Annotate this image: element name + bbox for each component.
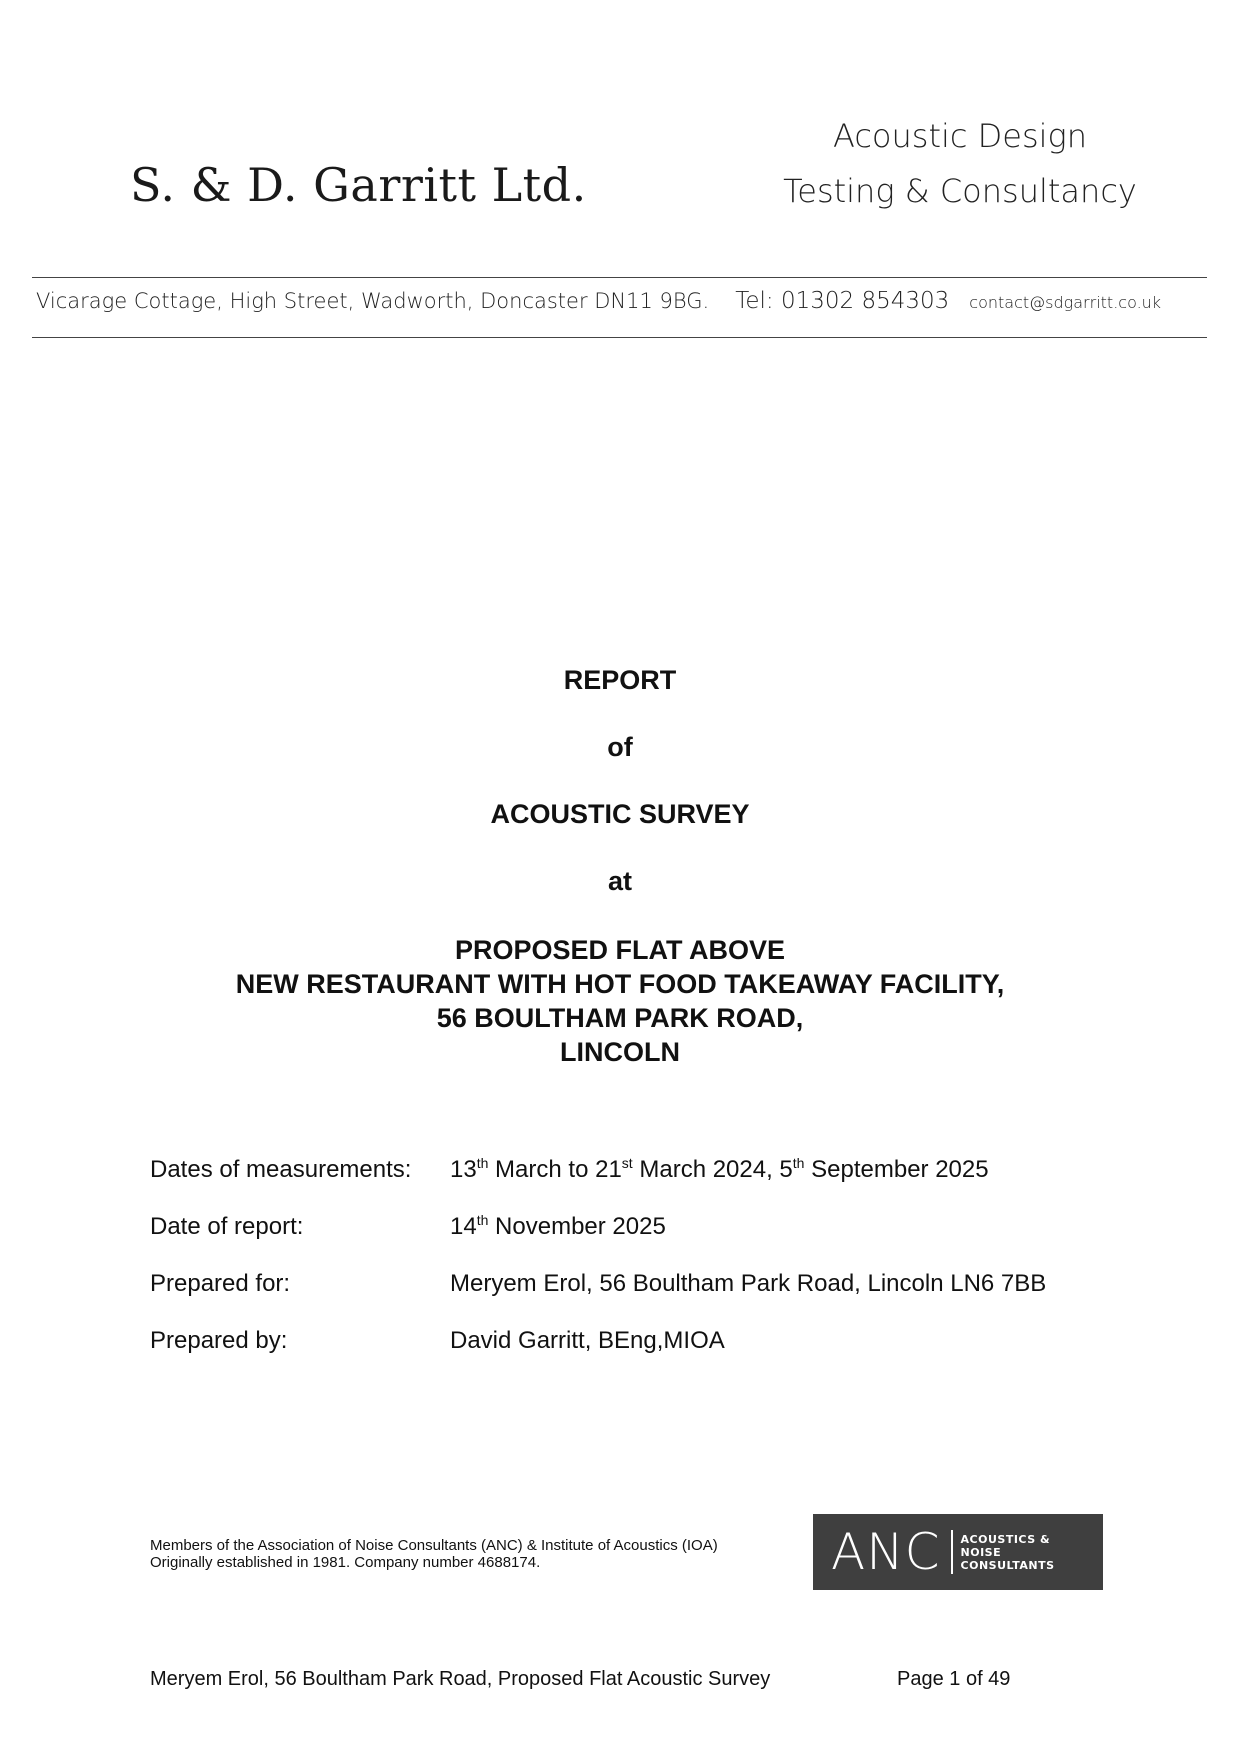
report-date-label: Date of report: — [150, 1213, 304, 1240]
measurements-label: Dates of measurements: — [150, 1156, 412, 1183]
prepared-by-label: Prepared by: — [150, 1327, 288, 1354]
prepared-by: David Garritt, BEng,MIOA — [450, 1327, 725, 1354]
detail-row-report-date — [150, 1213, 1150, 1270]
anc-logo-letters: ANC — [831, 1523, 941, 1581]
detail-row-measurements — [150, 1156, 1150, 1213]
title-address-line: 56 BOULTHAM PARK ROAD, — [436, 1003, 804, 1033]
title-of: of — [607, 732, 633, 762]
title-address-line: PROPOSED FLAT ABOVE — [454, 935, 786, 965]
membership-line: Members of the Association of Noise Consultants (ANC) & Institute of Acoustics (IOA) — [150, 1537, 718, 1554]
tagline-testing-consultancy: Testing & Consultancy — [783, 172, 1137, 210]
header-bottom-rule — [32, 337, 1207, 338]
company-address: Vicarage Cottage, High Street, Wadworth, Doncaster DN11 9BG. — [36, 289, 710, 313]
header-top-rule — [32, 277, 1207, 278]
tagline-acoustic-design: Acoustic Design — [832, 117, 1088, 155]
report-date: 14th November 2025 — [450, 1212, 666, 1240]
title-report: REPORT — [563, 665, 677, 695]
prepared-for-label: Prepared for: — [150, 1270, 291, 1297]
anc-logo-divider — [951, 1530, 953, 1574]
anc-logo — [813, 1514, 1103, 1590]
membership-statement — [150, 1537, 800, 1571]
title-address-line: LINCOLN — [560, 1037, 680, 1067]
anc-logo-subtitle: ACOUSTICS & NOISE CONSULTANTS — [960, 1532, 1055, 1572]
title-at: at — [607, 866, 632, 896]
detail-row-prepared-by — [150, 1327, 1150, 1384]
report-details — [150, 1156, 1150, 1384]
title-acoustic-survey: ACOUSTIC SURVEY — [490, 799, 750, 829]
prepared-for: Meryem Erol, 56 Boultham Park Road, Lincoln LN6 7BB — [450, 1270, 1047, 1297]
title-site-address — [0, 933, 1240, 1069]
company-telephone: Tel: 01302 854303 — [735, 288, 950, 314]
title-address-line: NEW RESTAURANT WITH HOT FOOD TAKEAWAY FACILITY, — [235, 969, 1005, 999]
contact-line — [36, 288, 1206, 324]
footer-page-number: Page 1 of 49 — [897, 1668, 1011, 1690]
footer-document-title: Meryem Erol, 56 Boultham Park Road, Proposed Flat Acoustic Survey — [150, 1668, 771, 1690]
company-name: S. & D. Garritt Ltd. — [130, 158, 587, 212]
company-info-line: Originally established in 1981. Company number 4688174. — [150, 1554, 541, 1571]
detail-row-prepared-for — [150, 1270, 1150, 1327]
company-email: contact@sdgarritt.co.uk — [969, 293, 1162, 312]
measurements-dates: 13th March to 21st March 2024, 5th September 2025 — [450, 1155, 989, 1183]
